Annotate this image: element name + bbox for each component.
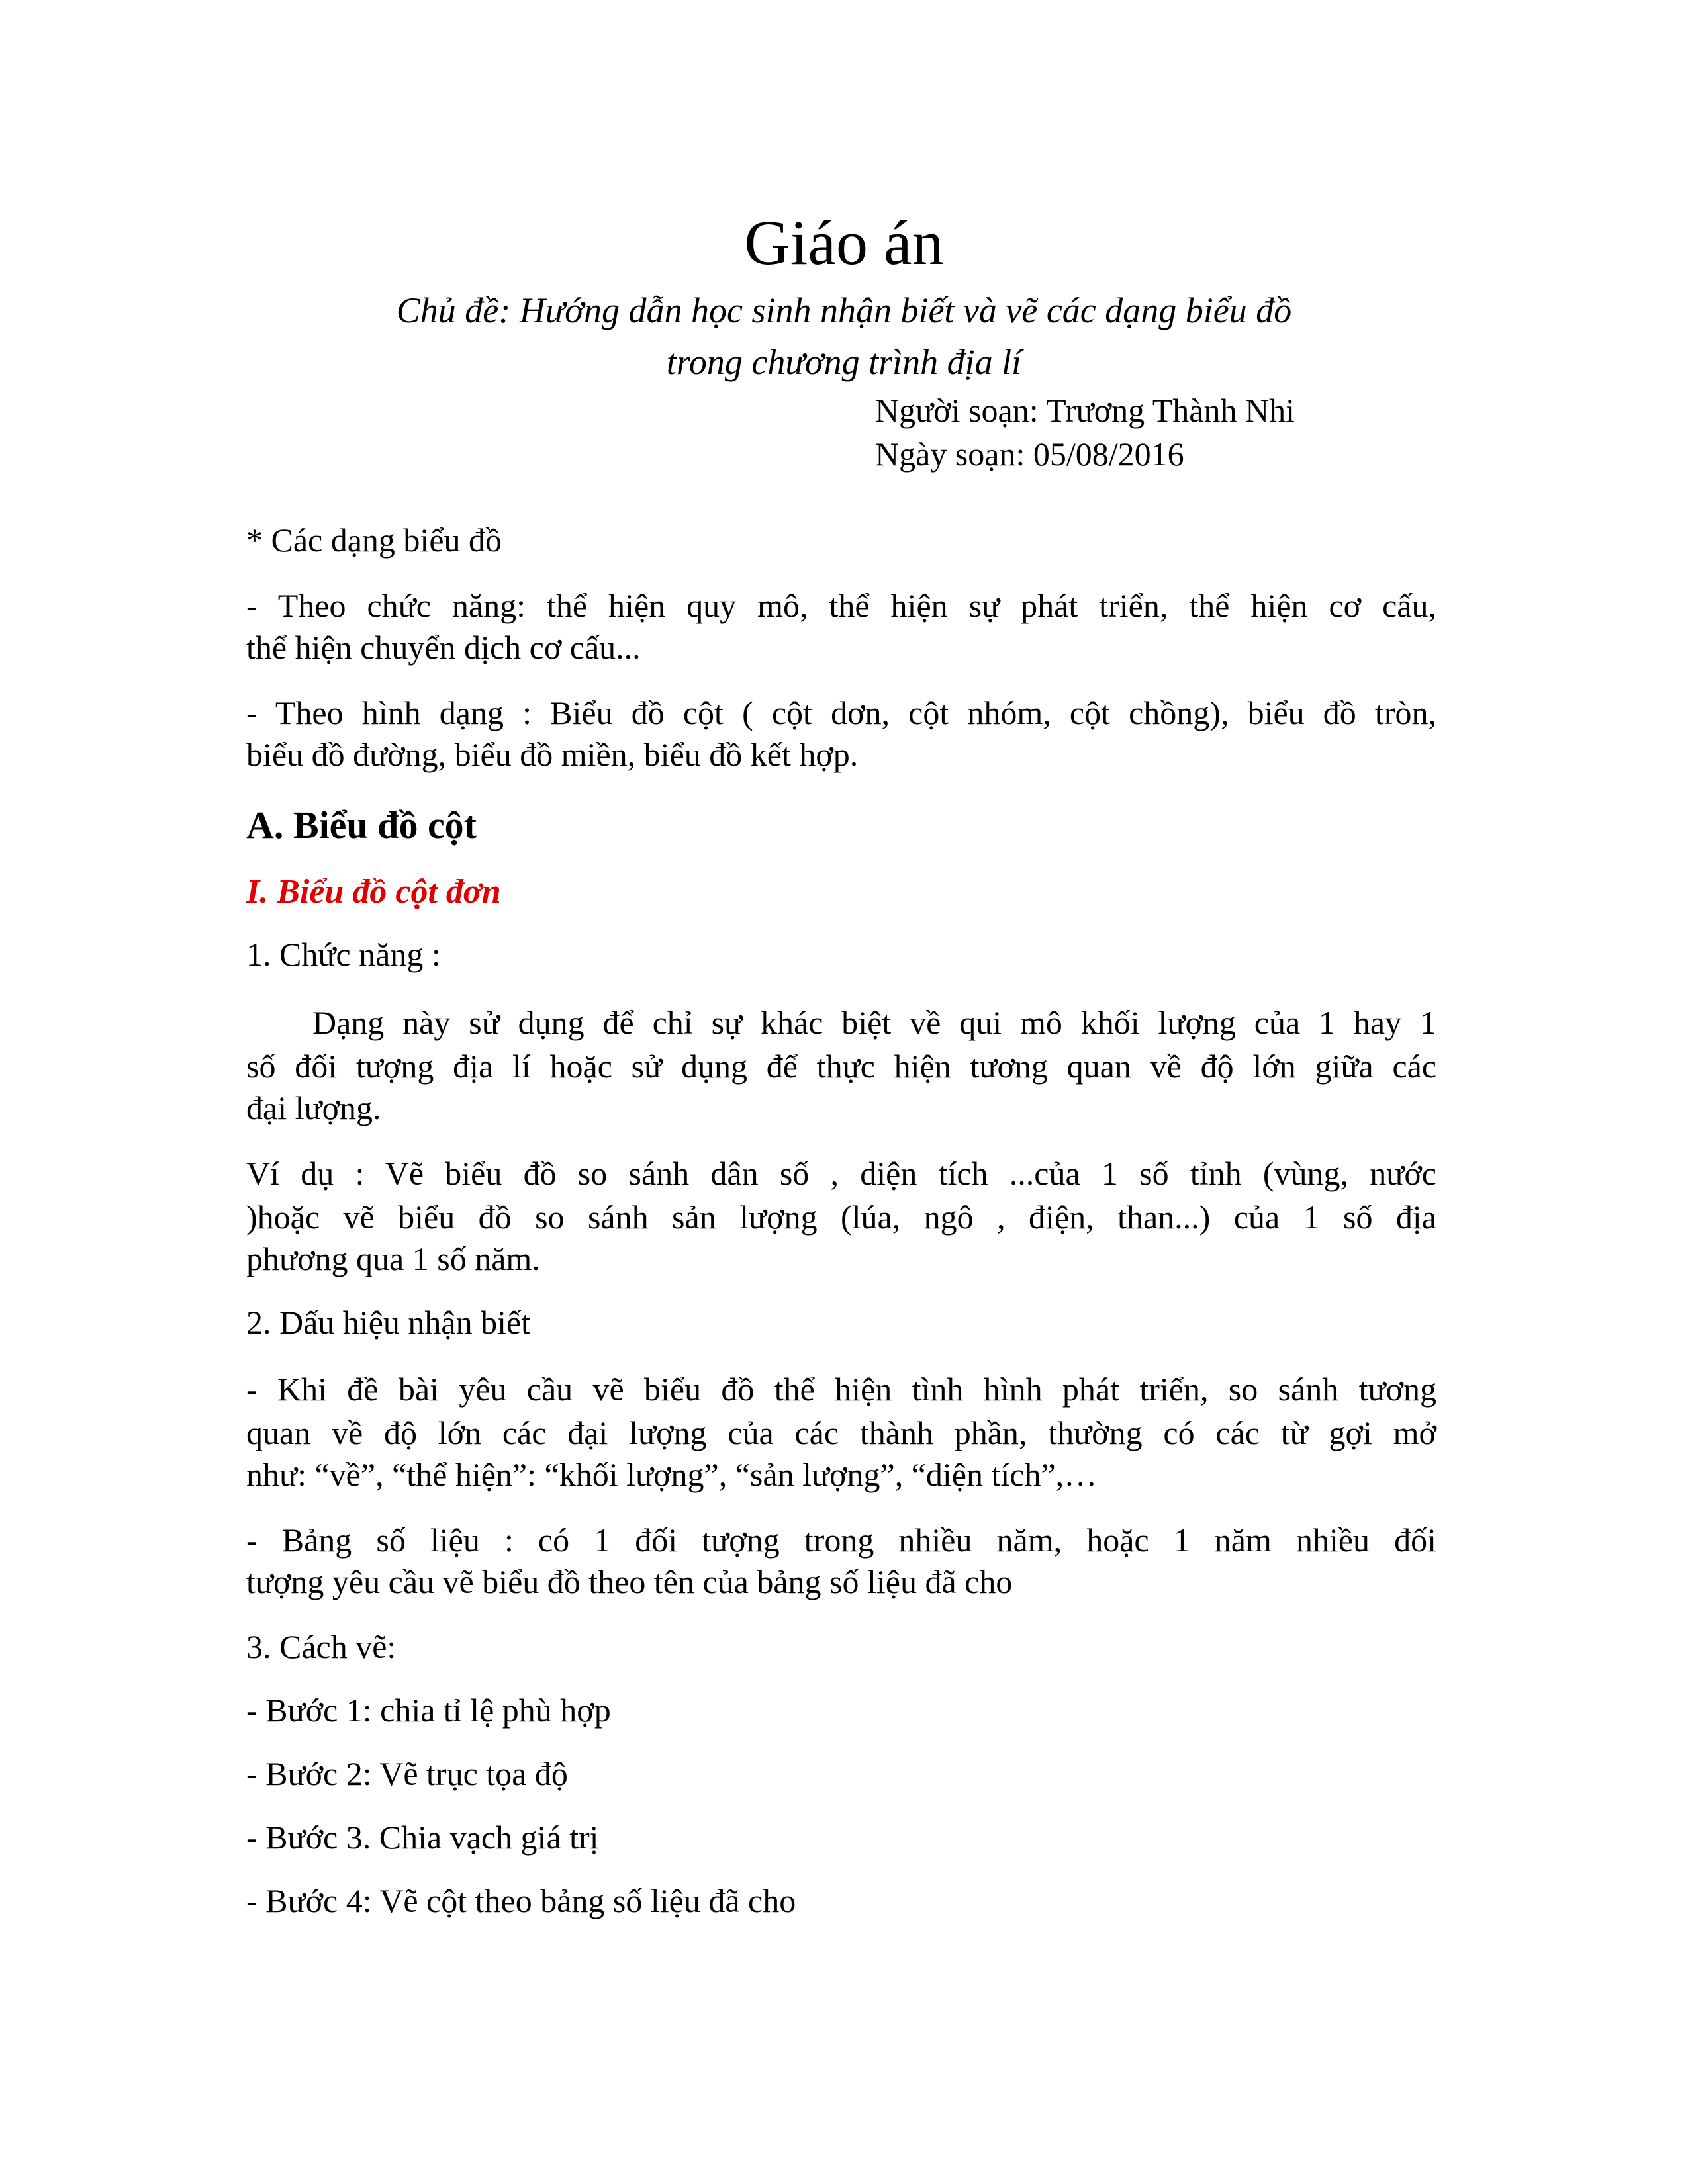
- signs-paragraph-1-line-1: - Khi đề bài yêu cầu vẽ biểu đồ thể hiện tình hình phát triển, so sánh tương: [246, 1371, 1436, 1408]
- signs-paragraph-1-line-3: như: “về”, “thể hiện”: “khối lượng”, “sản lượng”, “diện tích”,…: [246, 1456, 1098, 1493]
- function-title: 1. Chức năng :: [246, 936, 441, 973]
- shape-classification-line-1: - Theo hình dạng : Biểu đồ cột ( cột dơn, cột nhóm, cột chồng), biểu đồ tròn,: [246, 694, 1436, 731]
- step-item: - Bước 3. Chia vạch giá trị: [246, 1819, 599, 1856]
- signs-paragraph-2-line-1: - Bảng số liệu : có 1 đối tượng trong nhiều năm, hoặc 1 năm nhiều đối: [246, 1522, 1436, 1559]
- document-subtitle-line-2: trong chương trình địa lí: [666, 342, 1022, 382]
- section-a1-heading: I. Biểu đồ cột đơn: [246, 873, 501, 911]
- signs-paragraph-2-line-2: tượng yêu cầu vẽ biểu đồ theo tên của bảng số liệu đã cho: [246, 1563, 1013, 1600]
- document-subtitle-line-1: Chủ đề: Hướng dẫn học sinh nhận biết và vẽ các dạng biểu đồ: [396, 291, 1292, 330]
- author-line: Người soạn: Trương Thành Nhi: [875, 392, 1295, 429]
- function-classification-line-2: thể hiện chuyển dịch cơ cấu...: [246, 629, 641, 666]
- step-item: - Bước 2: Vẽ trục tọa độ: [246, 1755, 568, 1792]
- chart-types-heading: * Các dạng biểu đồ: [246, 522, 502, 559]
- signs-paragraph-1-line-2: quan về độ lớn các đại lượng của các thành phần, thường có các từ gợi mở: [246, 1414, 1436, 1451]
- example-line-2: )hoặc vẽ biểu đồ so sánh sản lượng (lúa, ngô , điện, than...) của 1 số địa: [246, 1199, 1436, 1236]
- shape-classification-line-2: biểu đồ đường, biểu đồ miền, biểu đồ kết hợp.: [246, 736, 859, 773]
- document-title: Giáo án: [744, 207, 944, 278]
- function-paragraph-line-3: đại lượng.: [246, 1089, 381, 1126]
- example-line-3: phương qua 1 số năm.: [246, 1240, 540, 1277]
- section-a-heading: A. Biểu đồ cột: [246, 803, 477, 846]
- function-paragraph-line-2: số đối tượng địa lí hoặc sử dụng để thực hiện tương quan về độ lớn giữa các: [246, 1048, 1436, 1085]
- drawing-method-title: 3. Cách vẽ:: [246, 1628, 397, 1665]
- function-paragraph-line-1: Dạng này sử dụng để chỉ sự khác biệt về qui mô khối lượng của 1 hay 1: [312, 1004, 1436, 1041]
- step-item: - Bước 4: Vẽ cột theo bảng số liệu đã cho: [246, 1882, 796, 1919]
- step-item: - Bước 1: chia tỉ lệ phù hợp: [246, 1692, 611, 1729]
- date-line: Ngày soạn: 05/08/2016: [875, 435, 1184, 473]
- signs-title: 2. Dấu hiệu nhận biết: [246, 1304, 531, 1341]
- function-classification-line-1: - Theo chức năng: thể hiện quy mô, thể hiện sự phát triển, thể hiện cơ cấu,: [246, 587, 1436, 624]
- example-line-1: Ví dụ : Vẽ biểu đồ so sánh dân số , diện tích ...của 1 số tỉnh (vùng, nước: [246, 1155, 1436, 1192]
